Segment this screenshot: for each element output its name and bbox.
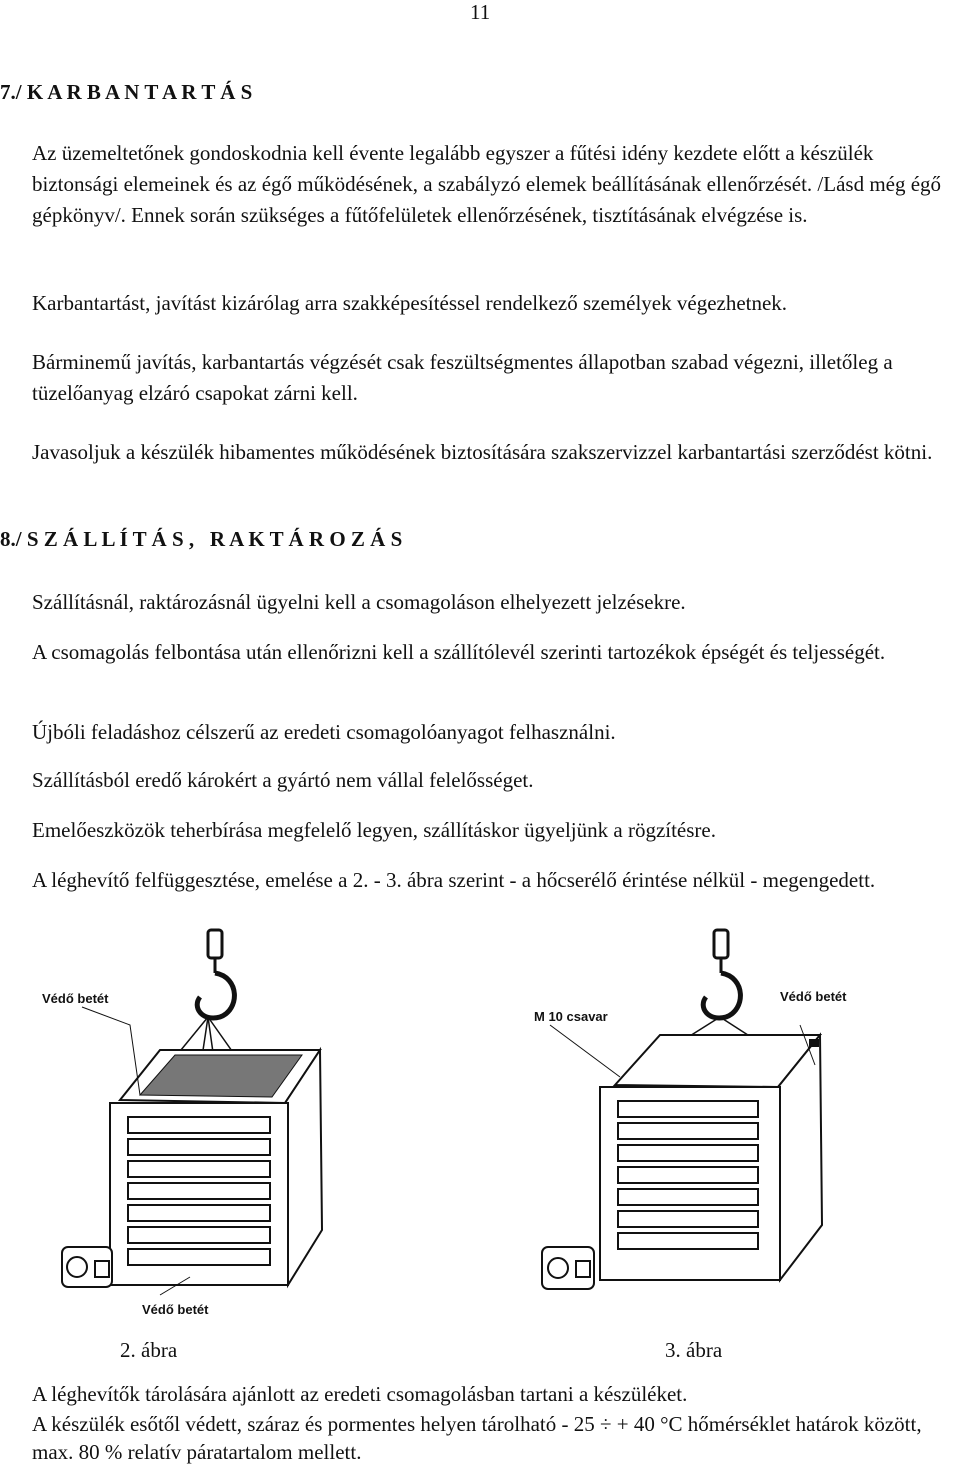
front-louvers [618, 1101, 758, 1249]
section-7-heading: 7./ K A R B A N T A R T Á S [0, 80, 253, 104]
section-8-paragraph-5: Emelőeszközök teherbírása megfelelő legyen, szállításkor ügyeljünk a rögzítésre. [32, 818, 716, 842]
section-8-heading: 8./ S Z Á L L Í T Á S , R A K T Á R O Z Á S [0, 527, 403, 551]
fig3-label-bolt: M 10 csavar [534, 1009, 608, 1024]
storage-line-1: A léghevítők tárolására ajánlott az eredeti csomagolásban tartani a készüléket. [32, 1382, 688, 1406]
figure-3-heater-with-hook [520, 925, 860, 1330]
front-louvers [128, 1117, 270, 1265]
section-8-paragraph-4: Szállításból eredő károkért a gyártó nem vállal felelősséget. [32, 768, 534, 792]
storage-line-2: A készülék esőtől védett, száraz és pormentes helyen tárolható - 25 ÷ + 40 °C hőmérséklet határok között, max. 80 % relatív páratartalom mellett. [32, 1412, 922, 1464]
crane-hook-icon [197, 930, 234, 1018]
section-7-paragraph-2: Karbantartást, javítást kizárólag arra szakképesítéssel rendelkező személyek végezhetnek. [32, 291, 788, 315]
section-7-paragraph-1: Az üzemeltetőnek gondoskodnia kell évente legalább egyszer a fűtési idény kezdete előtt a készülék biztonsági elemeinek és az égő működésének, a szabályzó elemek beállításának ellenőrzését. /Lásd még égő gépkönyv/. Ennek során szükséges a fűtőfelületek ellenőrzésének, tisztításának elvégzése is. [32, 141, 942, 227]
section-7-paragraph-3: Bárminemű javítás, karbantartás végzését csak feszültségmentes állapotban szabad végezni, illetőleg a tüzelőanyag elzáró csapokat zárni kell. [32, 350, 893, 405]
fig2-label-top: Védő betét [42, 991, 109, 1006]
fig2-label-bottom: Védő betét [142, 1302, 209, 1317]
section-8-paragraph-1: Szállításnál, raktározásnál ügyelni kell a csomagoláson elhelyezett jelzésekre. [32, 590, 686, 614]
section-8-paragraph-6: A léghevítő felfüggesztése, emelése a 2. - 3. ábra szerint - a hőcserélő érintése nélkül - megengedett. [32, 868, 876, 892]
m10-bolt-icon [810, 1040, 818, 1046]
page-number: 11 [470, 0, 491, 24]
burner-icon [542, 1247, 594, 1289]
section-8-paragraph-2: A csomagolás felbontása után ellenőrizni kell a szállítólevél szerinti tartozékok épségét és teljességét. [32, 640, 886, 664]
crane-hook-icon [703, 930, 740, 1018]
label-leader-bolt [550, 1025, 620, 1077]
label-leader-top [82, 1007, 140, 1095]
figure-2-caption: 2. ábra [120, 1338, 178, 1362]
fig3-label-insert: Védő betét [780, 989, 847, 1004]
figure-2-heater-with-hook [40, 925, 400, 1330]
section-8-paragraph-3: Újbóli feladáshoz célszerű az eredeti csomagolóanyagot felhasználni. [32, 720, 616, 744]
section-7-paragraph-4: Javasoljuk a készülék hibamentes működésének biztosítására szakszervizzel karbantartási szerződést kötni. [32, 440, 933, 464]
burner-icon [62, 1247, 112, 1287]
figure-3-caption: 3. ábra [665, 1338, 723, 1362]
